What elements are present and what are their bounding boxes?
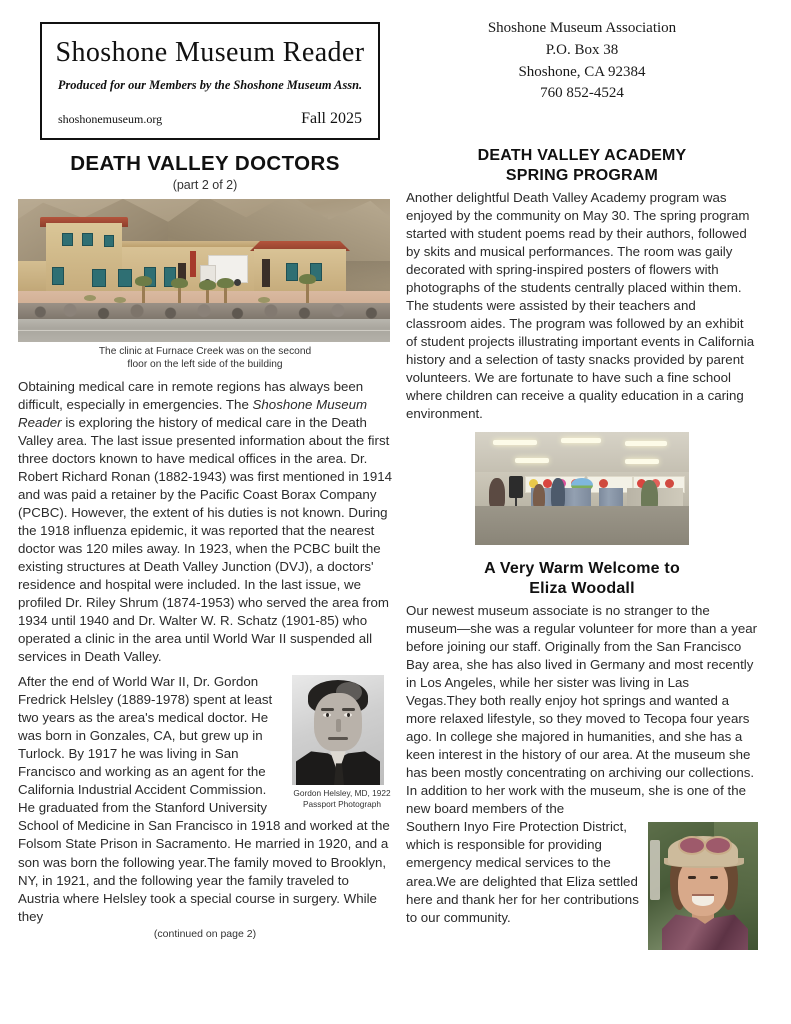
publication-title: Shoshone Museum Reader: [55, 37, 365, 68]
paragraph-2-with-portrait: [18, 673, 392, 925]
right-paragraph-1: Another delightful Death Valley Academy program was enjoyed by the community on May 30. The spring program started with student poems read by their authors, followed by skits and musical performances. The room was gaily decorated with spring-inspired posters of flowers with photographs of the students centrally placed within them. The students were assisted by their teachers and classroom aides. The program was followed by an exhibit of student projects illustrating important events in California history and a selection of tasty snacks provided by parent volunteers. We are fortunate to have such a fine school where children can receive a quality education in a caring environment.: [406, 190, 755, 422]
article-subhead-part: (part 2 of 2): [172, 178, 238, 192]
eliza-woodall-photo: [648, 822, 758, 950]
classroom-photo: [475, 432, 689, 545]
issue-date: Fall 2025: [301, 110, 362, 127]
top-band: [18, 10, 773, 140]
audience-group: [475, 498, 689, 545]
portrait-caption: [292, 788, 392, 810]
portrait-caption-line-2: Passport Photograph: [303, 799, 381, 810]
masthead-footer: [42, 110, 378, 128]
clinic-photo-caption: [18, 345, 392, 371]
article-headline-academy: [406, 146, 758, 185]
website-url[interactable]: shoshonemuseum.org: [58, 112, 163, 126]
portrait-caption-line-1: Gordon Helsley, MD, 1922: [293, 788, 391, 799]
right-paragraph-2: Our newest museum associate is no stranger to the museum—she was a regular volunteer for more than a year before joining our staff. Originally from the San Francisco Bay area, she has also lived in Germany and most recently in Los Angeles, while her sister was living in Las Vegas.They both really enjoy hot springs and wanted a more relaxed lifestyle, so they moved to Tecopa four years ago. In college she majored in humanities, and she has a keen interest in the history of our area. At the museum she has been mostly concentrating on archiving our collections. In addition to her work with the museum, she is one of the new board members of the: [406, 603, 758, 817]
masthead-column: [18, 10, 406, 140]
address-line-pobox: P.O. Box 38: [545, 41, 619, 58]
para1-part-a: Obtaining medical care in remote regions has always been difficult, especially in emergencies. The: [18, 379, 364, 413]
gordon-helsley-portrait-photo: [292, 675, 384, 785]
masthead-box: [40, 22, 380, 140]
address-line-phone: 760 852-4524: [540, 85, 624, 102]
address-line-city-state-zip: Shoshone, CA 92384: [518, 63, 646, 80]
portrait-figure: [292, 675, 392, 810]
right-column: [406, 138, 758, 952]
academy-headline-line-2: SPRING PROGRAM: [505, 166, 659, 184]
paragraph-2-with-eliza-photo: [406, 818, 758, 952]
welcome-headline-line-1: A Very Warm Welcome to: [484, 560, 680, 578]
clinic-caption-line-1: The clinic at Furnace Creek was on the second: [98, 346, 312, 357]
clinic-photo: [18, 199, 390, 342]
para1-part-b: is exploring the history of medical care in the Death Valley area. The last issue presented information about the first three doctors known to have medical offices in the area. Dr. Robert Richard Ronan (1882-1943) was first mentioned in 1914 and was paid a retainer by the Pacific Coast Borax Company (PCBC). However, the extent of his duties is not known. During the 1918 influenza epidemic, it was reported that the nearest doctor was 120 miles away. In 1923, when the PCBC built the existing structures at Death Valley Junction (DVJ), a doctors' residence and hospital were included. In the last issue, we profiled Dr. Riley Shrum (1874-1953) who served the area from 1934 until 1940 and Dr. Walter W. R. Schatz (1901-85) who operated a clinic in the area until World War II suspended all services in Death Valley.: [18, 415, 393, 665]
publication-tagline: Produced for our Members by the Shoshone Museum Assn.: [57, 78, 363, 92]
left-column: [18, 138, 406, 940]
continued-note: (continued on page 2): [153, 927, 257, 940]
article-headline-welcome: [406, 559, 758, 598]
academy-headline-line-1: DEATH VALLEY ACADEMY: [477, 147, 687, 164]
welcome-headline-line-2: Eliza Woodall: [529, 579, 635, 597]
main-body: [18, 138, 773, 952]
left-paragraph-1: [18, 378, 392, 666]
address-column: [406, 10, 758, 105]
organization-address: [406, 18, 758, 105]
article-headline-death-valley-doctors: DEATH VALLEY DOCTORS: [70, 152, 340, 175]
publication-name-italic: Shoshone Museum Reader: [18, 397, 368, 431]
right-paragraph-2-continued: Southern Inyo Fire Protection District, which is responsible for providing emergency medical services to the area.We are delighted that Eliza settled here and thank her for her contributions to our community.: [406, 819, 639, 925]
clinic-caption-line-2: floor on the left side of the building: [127, 359, 283, 371]
address-line-organization: Shoshone Museum Association: [487, 20, 677, 36]
left-paragraph-2: After the end of World War II, Dr. Gordon Fredrick Helsley (1889-1978) spent at least two years as the area's medical doctor. He was born in Gonzales, CA, but grew up in Turlock. By 1917 he was living in San Francisco and working as an agent for the California Industrial Accident Commission. He graduated from the Stanford University School of Medicine in San Francisco in 1918 and worked at the Folsom State Prison in Sacramento. He married in 1920, and a son was born the following year.The family moved to Brooklyn, NY, in 1921, and the following year the family traveled to Austria where Helsley took a special course in surgery. While they: [18, 674, 390, 924]
